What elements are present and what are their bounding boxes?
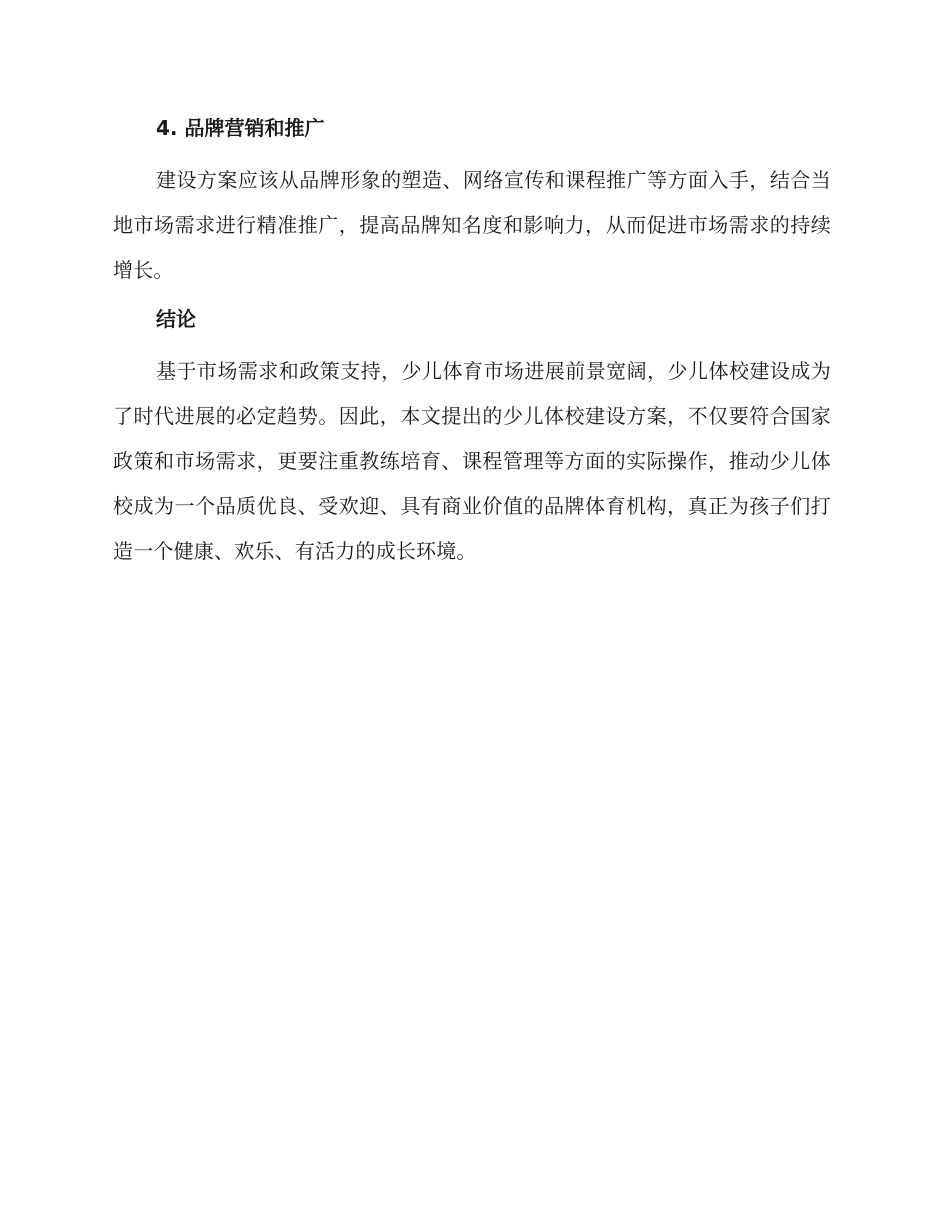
section-heading-brand-marketing: 4. 品牌营销和推广	[156, 116, 325, 140]
section-paragraph-brand-marketing: 建设方案应该从品牌形象的塑造、网络宣传和课程推广等方面入手，结合当地市场需求进行精准推广，提高品牌知名度和影响力，从而促进市场需求的持续增长。	[113, 168, 831, 282]
section-paragraph-conclusion: 基于市场需求和政策支持，少儿体育市场进展前景宽阔，少儿体校建设成为了时代进展的必定趋势。因此，本文提出的少儿体校建设方案，不仅要符合国家政策和市场需求，更要注重教练培育、课程管理等方面的实际操作，推动少儿体校成为一个品质优良、受欢迎、具有商业价值的品牌体育机构，真正为孩子们打造一个健康、欢乐、有活力的成长环境。	[113, 359, 831, 563]
section-heading-conclusion: 结论	[156, 307, 196, 331]
document-body	[113, 112, 831, 584]
